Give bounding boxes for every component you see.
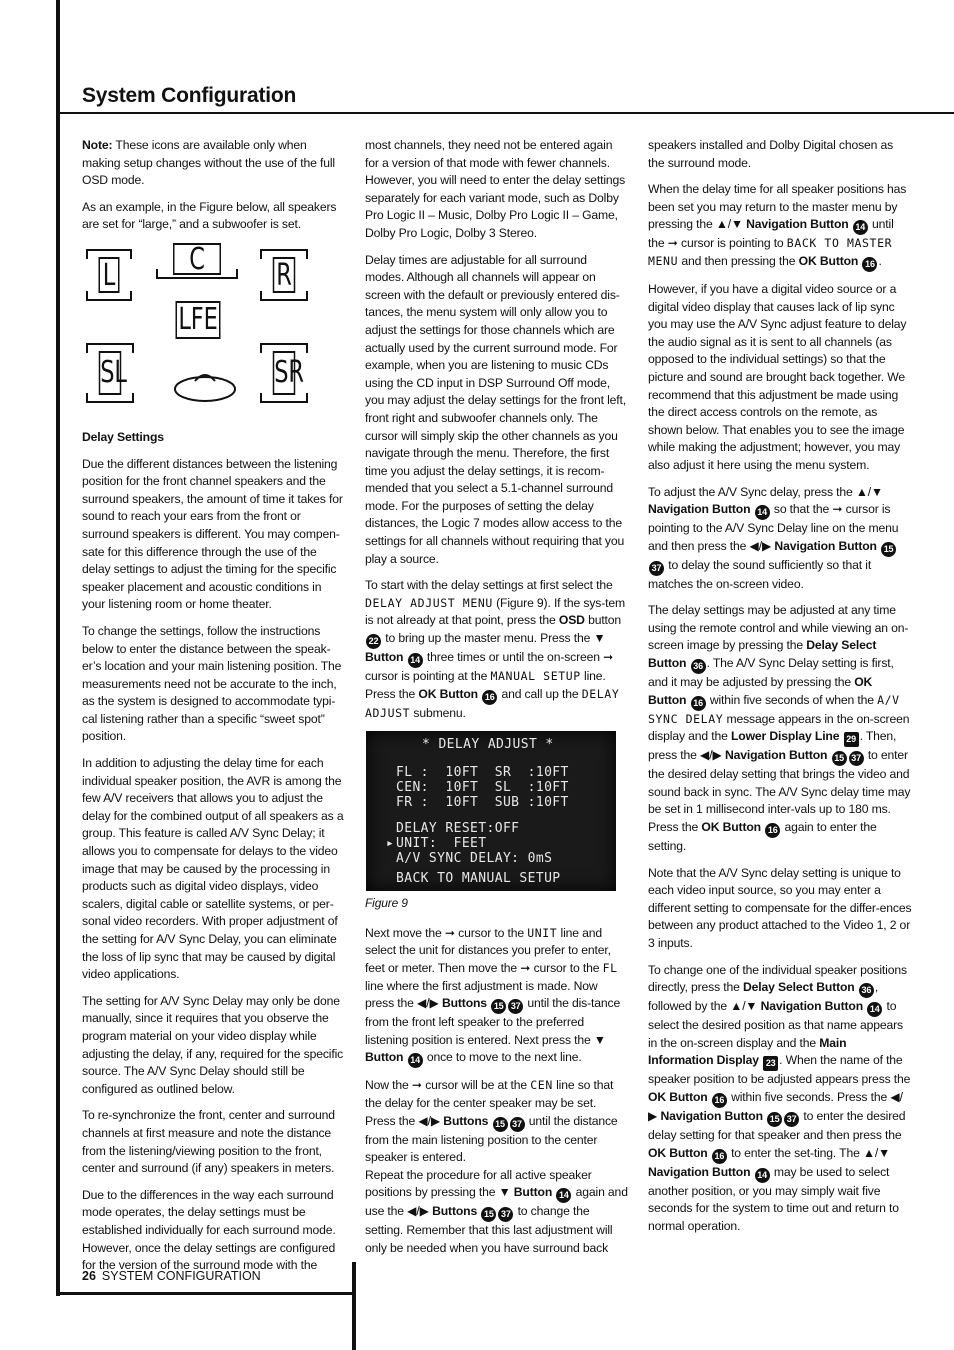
footer-label: SYSTEM CONFIGURATION — [101, 1269, 261, 1283]
delay-paragraph-1: Due the different distances between the listening position for the front channel speakers and the surround speakers, the amount of time it takes for sound to reach your ears from the front or surround speakers is different. You may compen-sate for this difference through the use of the delay settings to adjust the timing for the specific speaker placement and acoustic conditions in your listening room or home theater. — [82, 456, 343, 612]
delay-paragraph-6: Due to the differences in the way each surround mode operates, the delay settings must be established individually for each surround mode. However, once the delay settings are configured for the version of the surround mode with the — [82, 1187, 336, 1273]
page-footer — [82, 1269, 261, 1283]
bottom-margin-bar — [352, 1262, 356, 1350]
column2-paragraph-5: Now the ➞ cursor will be at the CEN line so that the delay for the center speaker may be set. Press the ◀/▶ Buttons 15 37 until the distance from the main listening position to the center speaker is entered. Repeat the procedure for all active speaker positions by pressing the ▼ Button 14 again and use the ◀/▶ Buttons 15 37 to change the setting. Remember that this last adjustment will only be needed when you have surround back — [365, 1078, 628, 1255]
footer-rule — [56, 1292, 356, 1295]
column3-paragraph-3: To adjust the A/V Sync delay, press the ▲/▼ Navigation Button 14 so that the ➞ cursor is pointing to the A/V Sync Delay line on the menu and then press the ◀/▶ Navigation Button 1537 to delay the sound sufficiently so that it matches the on-screen video. — [648, 484, 899, 591]
column3-paragraph-5: Note that the A/V Sync delay setting is unique to each video input source, so you may enter a different setting to compensate for the differ-ences between any product attached to the Video 1, 2 or 3 inputs. — [648, 865, 912, 950]
speaker-icon-lfe: LFE — [168, 301, 228, 339]
column2-paragraph-3: To start with the delay settings at first select the DELAY ADJUST MENU (Figure 9). If the sys-tem is not already at that point, press the OSD button 22 to bring up the master menu. Press the ▼ Button 14 three times or until the on-screen ➞ cursor is pointing at the MANUAL SETUP line. Press the OK Button 16 and call up the DELAY ADJUST submenu. — [365, 578, 625, 720]
button-16-icon: 16 — [482, 690, 497, 705]
left-margin-bar — [56, 0, 60, 1296]
figure-caption: Figure 9 — [365, 896, 408, 911]
figure-9-osd-screen: * DELAY ADJUST * FL : 10FT SR :10FT CEN: 10FT SL :10FT FR : 10FT SUB :10FT DELAY RESET:OFF ▸ UNIT: FEET A/V SYNC DELAY: 0mS BACK TO MANUAL SETUP — [366, 731, 616, 891]
delay-paragraph-4: The setting for A/V Sync Delay may only be done manually, since it requires that you observe the program material on your video display while adjusting the delay, if any, required for the specific source. The A/V Sync Delay should still be configured as outlined below. — [82, 993, 344, 1096]
delay-paragraph-3: In addition to adjusting the delay time for each individual speaker position, the AVR is among the few A/V receivers that allows you to adjust the delay for the combined output of all speakers as a group. This feature is called A/V Sync Delay; it allows you to compensate for delays to the video image that may be caused by the processing in products such as digital video displays, video scalers, digital cable or satellite systems, or per-sonal video recorders. With proper adjustment of the setting for A/V Sync Delay, you can eliminate the loss of lip sync that may be caused by digital video applications. — [82, 756, 344, 982]
osd-cursor-line: ▸ UNIT: FEET — [386, 836, 487, 852]
column2-paragraph-4: Next move the ➞ cursor to the UNIT line and select the unit for distances you prefer to enter, feet or meter. Then move the ➞ cursor to the FL line where the first adjustment is made. Now press the ◀/▶ Buttons 15 37 until the dis-tance from the front left speaker to the preferred listening position is entered. Next press the ▼ Button 14 once to move to the next line. — [365, 925, 629, 1069]
column2-paragraph-2: Delay times are adjustable for all surround modes. Although all channels will appear on screen with the default or previously entered dis-tances, the menu system will only allow you to adjust the settings for those channels which are actually used by the current surround mode. For example, when you are listening to music CDs using the CD input in DSP Surround Off mode, you may adjust the delay settings for the front left, front right and subwoofer channels only. The cursor will simply skip the other channels as you navigate through the menu. Therefore, the first time you adjust the delay settings, it is recom-mended that you select a 5.1-channel surround mode. For the purposes of setting the delay distances, the Logic 7 modes allow access to the settings for all channels without requiring that you play a source. — [365, 252, 626, 566]
delay-settings-heading: Delay Settings — [82, 429, 164, 444]
page-title: System Configuration — [82, 84, 297, 107]
delay-paragraph-5: To re-synchronize the front, center and surround channels at first measure and note the distance from the listening/viewing position to the front, center and surround (if any) speakers in meters. — [82, 1108, 335, 1176]
speaker-icon-surround-right: SR — [260, 343, 308, 403]
title-rule — [56, 112, 954, 114]
column2-paragraph-1: most channels, they need not be entered again for a version of that mode with fewer channels. However, you will need to enter the delay settings separately for each variant mode, such as Dolby Pro Logic II – Music, Dolby Pro Logic II – Game, Dolby Pro Logic, Dolby 3 Stereo. — [365, 138, 626, 240]
note-paragraph: Note: These icons are available only when making setup changes without the use of the full OSD mode. — [82, 138, 335, 188]
button-14-icon: 14 — [408, 653, 423, 668]
speaker-icon-surround-left: SL — [86, 343, 134, 403]
column3-paragraph-0: speakers installed and Dolby Digital chosen as the surround mode. — [648, 138, 894, 170]
example-paragraph: As an example, in the Figure below, all speakers are set for “large,” and a subwoofer is set. — [82, 199, 337, 232]
page-number: 26 — [82, 1269, 96, 1283]
listener-head-icon — [172, 371, 238, 405]
column-2 — [365, 137, 629, 1267]
column3-paragraph-1: When the delay time for all speaker positions has been set you may return to the master menu by pressing the ▲/▼ Navigation Button 14 until the ➞ cursor is pointing to BACK TO MASTER MENU and then pressing the OK Button 16 . — [648, 181, 912, 272]
column3-paragraph-4: The delay settings may be adjusted at any time using the remote control and while viewing an on-screen image by pressing the Delay Select Button 36 . The A/V Sync Delay setting is first, and it may be adjusted by pressing the OK Button 16 within five seconds of when the A/V SYNC DELAY message appears in the on-screen display and the Lower Display Line 29 . Then, press the ◀/▶ Navigation Button 15 37 to enter the desired delay setting that brings the video and sound back in sync. The A/V Sync delay time may be set in 1 millisecond inter-vals up to 180 ms. Press the OK Button 16 again to enter the setting. — [648, 603, 911, 854]
column-1 — [82, 137, 344, 1284]
button-22-icon: 22 — [366, 634, 381, 649]
delay-paragraph-2: To change the settings, follow the instructions below to enter the distance between the speak-er’s location and your main listening position. The measurements need not be accurate to the inch, as the system is designed to accommodate typi-cal listening rather than a specific “sweet spot” position. — [82, 623, 342, 744]
column-3 — [648, 137, 912, 1244]
column3-paragraph-6: To change one of the individual speaker positions directly, press the Delay Select Button 36 , followed by the ▲/▼ Navigation Button 14 to select the desired position as that name appears in the on-screen display and the Main Information Display 23 . When the name of the speaker position to be adjusted appears press the OK Button 16 within five seconds. Press the ◀/▶ Navigation Button 15 37 to enter the desired delay setting for that speaker and then press the OK Button 16 to enter the set-ting. The ▲/▼ Navigation Button 14 may be used to select another position, or you may simply wait five seconds for the system to time out and return to normal operation. — [648, 962, 911, 1233]
column3-paragraph-2: However, if you have a digital video source or a digital video display that causes lack of lip sync you may use the A/V Sync adjust feature to delay the audio signal as it is sent to all channels (as opposed to the individual settings) so that the picture and sound are brought back together. We recommend that this adjustment be made using the direct access controls on the remote, as shown below. That enables you to see the image while making the adjustment; however, you may also adjust it here using the menu system. — [648, 281, 907, 472]
speaker-icon-left: L — [86, 249, 132, 301]
speaker-diagram — [84, 243, 314, 415]
speaker-icon-right: R — [260, 249, 308, 301]
speaker-icon-center: C — [156, 243, 238, 279]
